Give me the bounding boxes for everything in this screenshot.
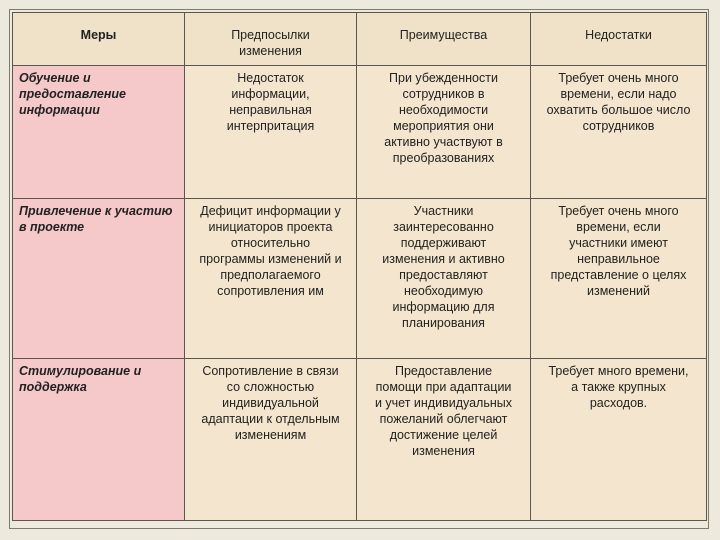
header-advantages: Преимущества (357, 13, 531, 66)
row-disadvantages: Требует очень много времени, если участники имеют неправильное представление о целях изменений (531, 199, 707, 359)
header-measures: Меры (13, 13, 185, 66)
header-row (13, 13, 707, 66)
row-prerequisites: Недостаток информации, неправильная интерпритация (185, 66, 357, 199)
change-measures-table (12, 12, 707, 521)
table-row (13, 199, 707, 359)
header-disadvantages: Недостатки (531, 13, 707, 66)
row-advantages: Участники заинтересованно поддерживают изменения и активно предоставляют необходимую информацию для планирования (357, 199, 531, 359)
row-advantages: При убежденности сотрудников в необходимости мероприятия они активно участвуют в преобразованиях (357, 66, 531, 199)
row-prerequisites: Дефицит информации у инициаторов проекта относительно программы изменений и предполагаемого сопротивления им (185, 199, 357, 359)
row-disadvantages: Требует много времени, а также крупных расходов. (531, 359, 707, 521)
row-measure: Обучение и предоставление информации (13, 66, 185, 199)
table-row (13, 359, 707, 521)
row-measure: Привлечение к участию в проекте (13, 199, 185, 359)
row-disadvantages: Требует очень много времени, если надо охватить большое число сотрудников (531, 66, 707, 199)
header-prerequisites: Предпосылки изменения (185, 13, 357, 66)
row-prerequisites: Сопротивление в связи со сложностью индивидуальной адаптации к отдельным изменениям (185, 359, 357, 521)
table-row (13, 66, 707, 199)
row-measure: Стимулирование и поддержка (13, 359, 185, 521)
row-advantages: Предоставление помощи при адаптации и учет индивидуальных пожеланий облегчают достижение целей изменения (357, 359, 531, 521)
